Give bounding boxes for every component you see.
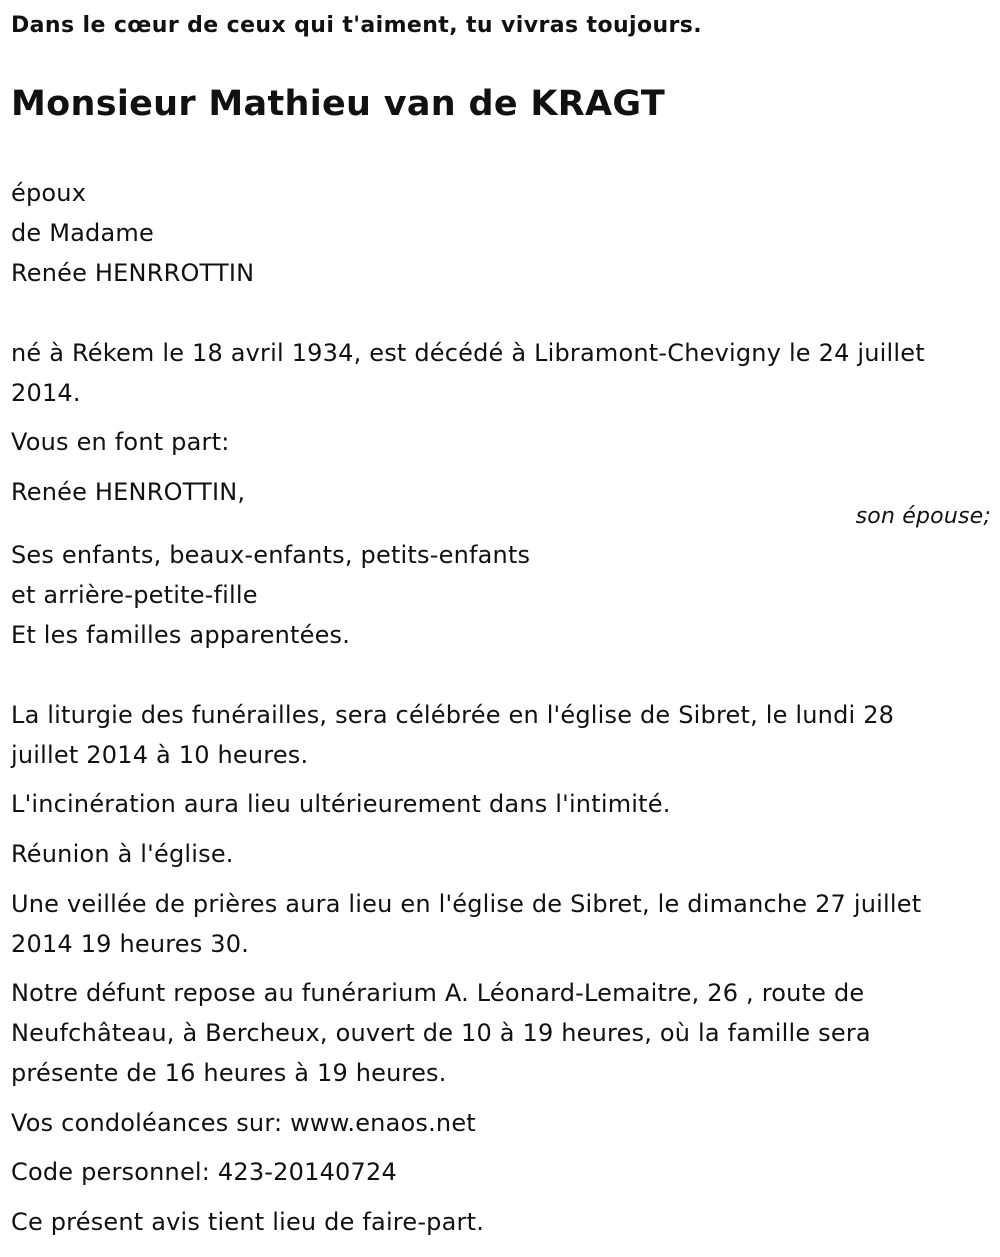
vigil-text: 2014 19 heures 30. <box>11 930 250 958</box>
spouse-line: de Madame <box>11 219 154 247</box>
announcers-intro: Vous en font part: <box>11 428 230 456</box>
deceased-name: Monsieur Mathieu van de KRAGT <box>11 84 666 124</box>
epigraph: Dans le cœur de ceux qui t'aiment, tu vivras toujours. <box>11 13 703 38</box>
repose-text: Neufchâteau, à Bercheux, ouvert de 10 à 19 heures, où la famille sera <box>11 1019 871 1047</box>
announcer-spouse-role: son épouse; <box>855 504 991 529</box>
repose-text: Notre défunt repose au funérarium A. Léonard-Lemaitre, 26 , route de <box>11 979 865 1007</box>
spouse-line: époux <box>11 179 87 207</box>
birth-death-text: 2014. <box>11 379 81 407</box>
family-line: Et les familles apparentées. <box>11 621 351 649</box>
funeral-text: juillet 2014 à 10 heures. <box>11 741 309 769</box>
meeting-text: Réunion à l'église. <box>11 840 234 868</box>
cremation-text: L'incinération aura lieu ultérieurement dans l'intimité. <box>11 790 671 818</box>
spouse-line: Renée HENRROTTIN <box>11 259 255 287</box>
family-line: Ses enfants, beaux-enfants, petits-enfants <box>11 541 531 569</box>
repose-text: présente de 16 heures à 19 heures. <box>11 1059 447 1087</box>
announcer-spouse-name: Renée HENROTTIN, <box>11 478 246 506</box>
closing-text: Ce présent avis tient lieu de faire-part. <box>11 1208 485 1236</box>
family-line: et arrière-petite-fille <box>11 581 258 609</box>
personal-code: Code personnel: 423-20140724 <box>11 1158 397 1186</box>
birth-death-text: né à Rékem le 18 avril 1934, est décédé à Libramont-Chevigny le 24 juillet <box>11 339 925 367</box>
condolences-text: Vos condoléances sur: www.enaos.net <box>11 1109 476 1137</box>
vigil-text: Une veillée de prières aura lieu en l'église de Sibret, le dimanche 27 juillet <box>11 890 922 918</box>
funeral-text: La liturgie des funérailles, sera célébrée en l'église de Sibret, le lundi 28 <box>11 701 895 729</box>
